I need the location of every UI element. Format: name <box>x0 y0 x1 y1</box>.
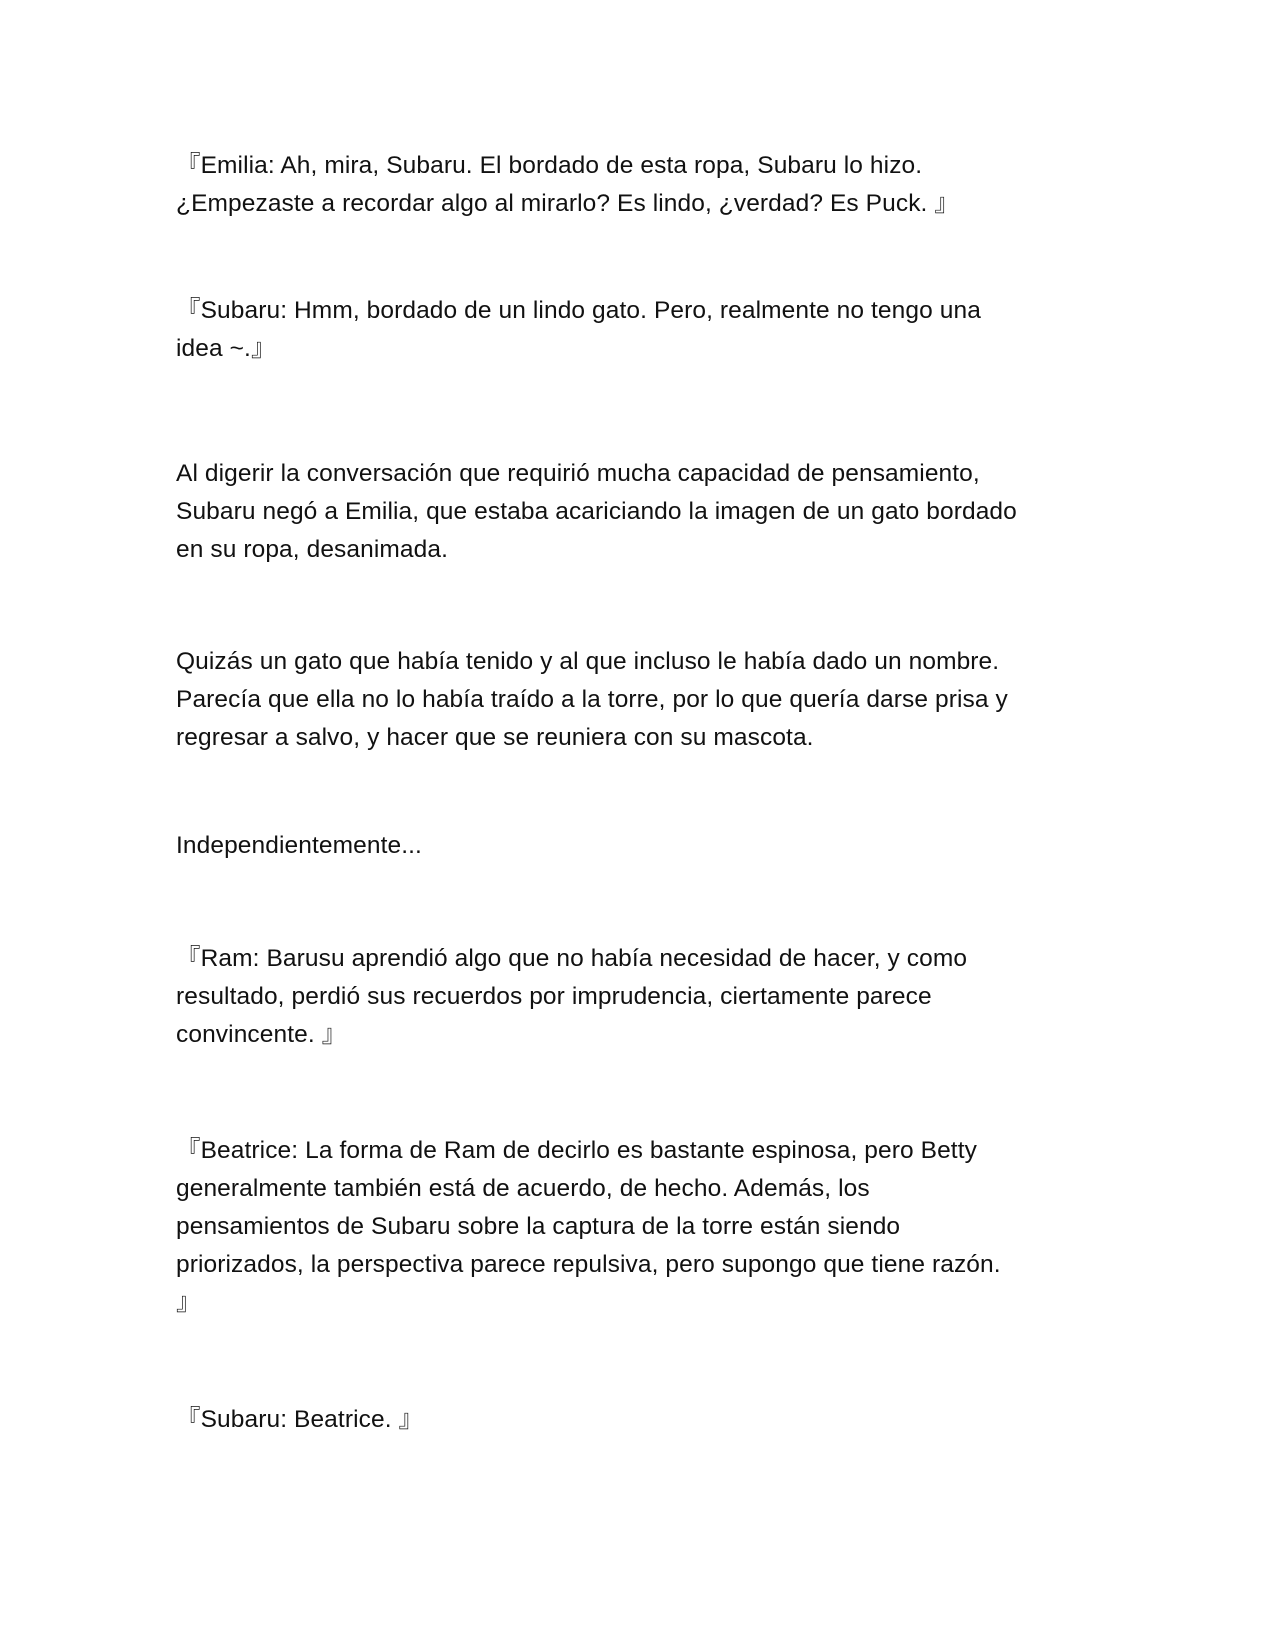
text-line: ¿Empezaste a recordar algo al mirarlo? Es lindo, ¿verdad? Es Puck. 』 <box>176 190 959 217</box>
text-line: Parecía que ella no lo había traído a la torre, por lo que quería darse prisa y <box>176 686 1008 713</box>
text-line: generalmente también está de acuerdo, de hecho. Además, los <box>176 1175 870 1202</box>
text-line: 『Subaru: Hmm, bordado de un lindo gato. Pero, realmente no tengo una <box>176 297 981 324</box>
text-line: en su ropa, desanimada. <box>176 536 448 563</box>
paragraph-narration-cat <box>176 643 1096 757</box>
paragraph-independently <box>176 827 1096 865</box>
text-line: Subaru negó a Emilia, que estaba acariciando la imagen de un gato bordado <box>176 498 1017 525</box>
text-line: Al digerir la conversación que requirió mucha capacidad de pensamiento, <box>176 460 980 487</box>
text-line: priorizados, la perspectiva parece repulsiva, pero supongo que tiene razón. <box>176 1251 1001 1278</box>
paragraph-subaru-final <box>176 1401 1096 1439</box>
text-line: 『Ram: Barusu aprendió algo que no había necesidad de hacer, y como <box>176 945 968 972</box>
text-line: Quizás un gato que había tenido y al que incluso le había dado un nombre. <box>176 648 1000 675</box>
paragraph-emilia-dialogue <box>176 147 1096 223</box>
paragraph-beatrice-dialogue <box>176 1132 1096 1322</box>
text-line: idea ~.』 <box>176 335 276 362</box>
text-line: Independientemente... <box>176 832 422 859</box>
text-line: 』 <box>176 1289 201 1316</box>
paragraph-ram-dialogue <box>176 940 1096 1054</box>
text-line: 『Subaru: Beatrice. 』 <box>176 1406 424 1433</box>
paragraph-narration-digest <box>176 455 1096 569</box>
text-line: 『Beatrice: La forma de Ram de decirlo es bastante espinosa, pero Betty <box>176 1137 977 1164</box>
text-line: regresar a salvo, y hacer que se reuniera con su mascota. <box>176 724 814 751</box>
text-line: convincente. 』 <box>176 1021 347 1048</box>
text-line: pensamientos de Subaru sobre la captura de la torre están siendo <box>176 1213 901 1240</box>
text-line: resultado, perdió sus recuerdos por imprudencia, ciertamente parece <box>176 983 932 1010</box>
paragraph-subaru-dialogue <box>176 292 1096 368</box>
text-line: 『Emilia: Ah, mira, Subaru. El bordado de esta ropa, Subaru lo hizo. <box>176 152 923 179</box>
